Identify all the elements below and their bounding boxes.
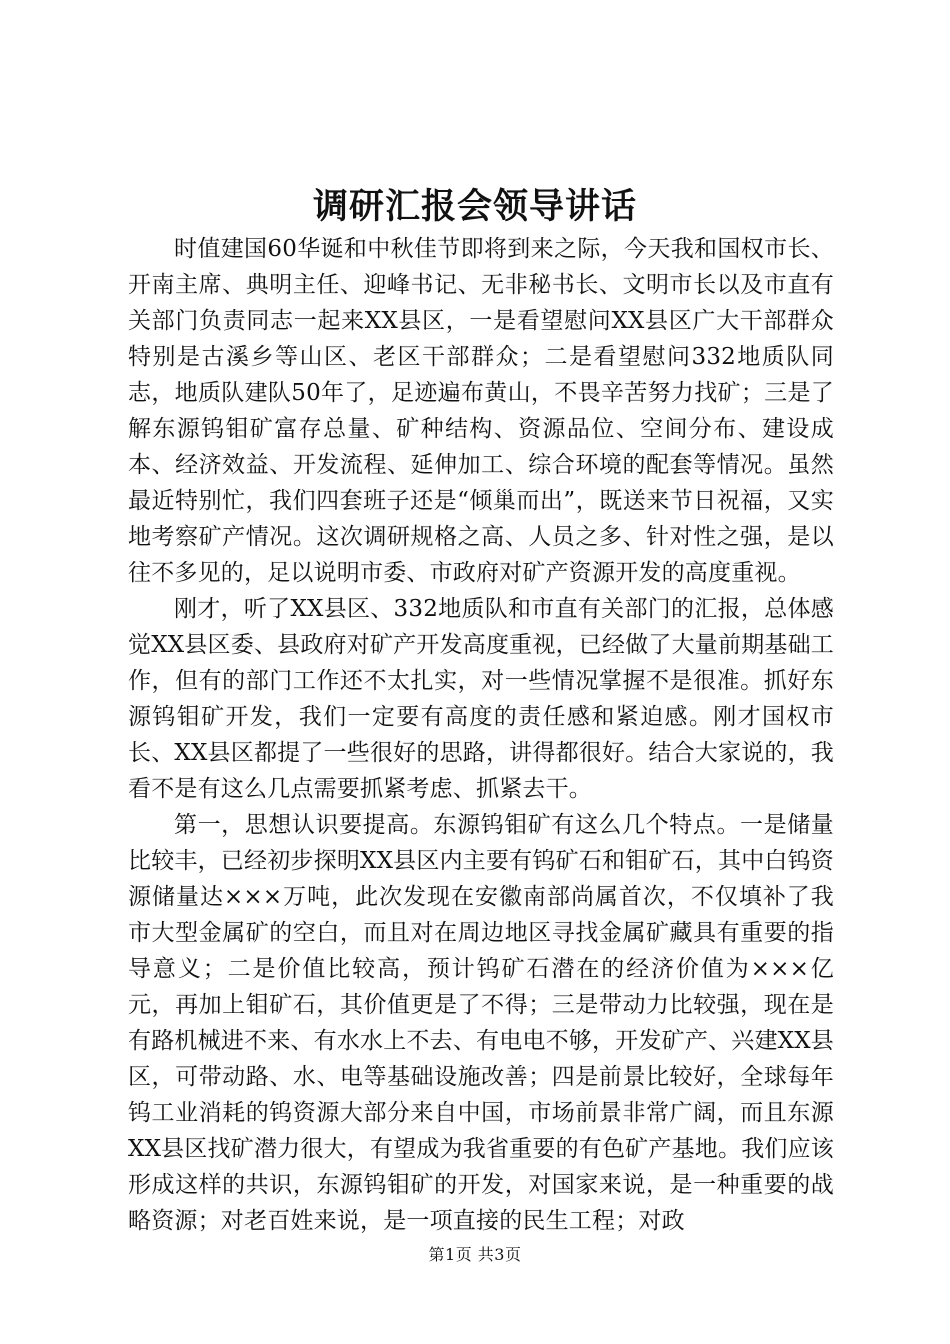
- document-title: 调研汇报会领导讲话: [312, 186, 637, 227]
- paragraph-2: 刚才，听了XX县区、332地质队和市直有关部门的汇报，总体感觉XX县区委、县政府对矿产开发高度重视，已经做了大量前期基础工作，但有的部门工作还不太扎实，对一些情况掌握不是很准。抓好东源钨钼矿开发，我们一定要有高度的责任感和紧迫感。刚才国权市长、XX县区都提了一些很好的思路，讲得都很好。结合大家说的，我看不是有这么几点需要抓紧考虑、抓紧去干。: [128, 596, 834, 802]
- page-number-footer: 第1页 共3页: [428, 1245, 522, 1264]
- paragraph-1: 时值建国60华诞和中秋佳节即将到来之际，今天我和国权市长、开南主席、典明主任、迎峰书记、无非秘书长、文明市长以及市直有关部门负责同志一起来XX县区，一是看望慰问XX县区广大干部群众特别是古溪乡等山区、老区干部群众；二是看望慰问332地质队同志，地质队建队50年了，足迹遍布黄山，不畏辛苦努力找矿；三是了解东源钨钼矿富存总量、矿种结构、资源品位、空间分布、建设成本、经济效益、开发流程、延伸加工、综合环境的配套等情况。虽然最近特别忙，我们四套班子还是“倾巢而出”，既送来节日祝福，又实地考察矿产情况。这次调研规格之高、人员之多、针对性之强，是以往不多见的，足以说明市委、市政府对矿产资源开发的高度重视。: [128, 236, 834, 586]
- document-body: [128, 231, 834, 1239]
- paragraph-3: 第一，思想认识要提高。东源钨钼矿有这么几个特点。一是储量比较丰，已经初步探明XX县区内主要有钨矿石和钼矿石，其中白钨资源储量达×××万吨，此次发现在安徽南部尚属首次，不仅填补了我市大型金属矿的空白，而且对在周边地区寻找金属矿藏具有重要的指导意义；二是价值比较高，预计钨矿石潜在的经济价值为×××亿元，再加上钼矿石，其价值更是了不得；三是带动力比较强，现在是有路机械进不来、有水水上不去、有电电不够，开发矿产、兴建XX县区，可带动路、水、电等基础设施改善；四是前景比较好，全球每年钨工业消耗的钨资源大部分来自中国，市场前景非常广阔，而且东源XX县区找矿潜力很大，有望成为我省重要的有色矿产基地。我们应该形成这样的共识，东源钨钼矿的开发，对国家来说，是一种重要的战略资源；对老百姓来说，是一项直接的民生工程；对政: [128, 812, 834, 1234]
